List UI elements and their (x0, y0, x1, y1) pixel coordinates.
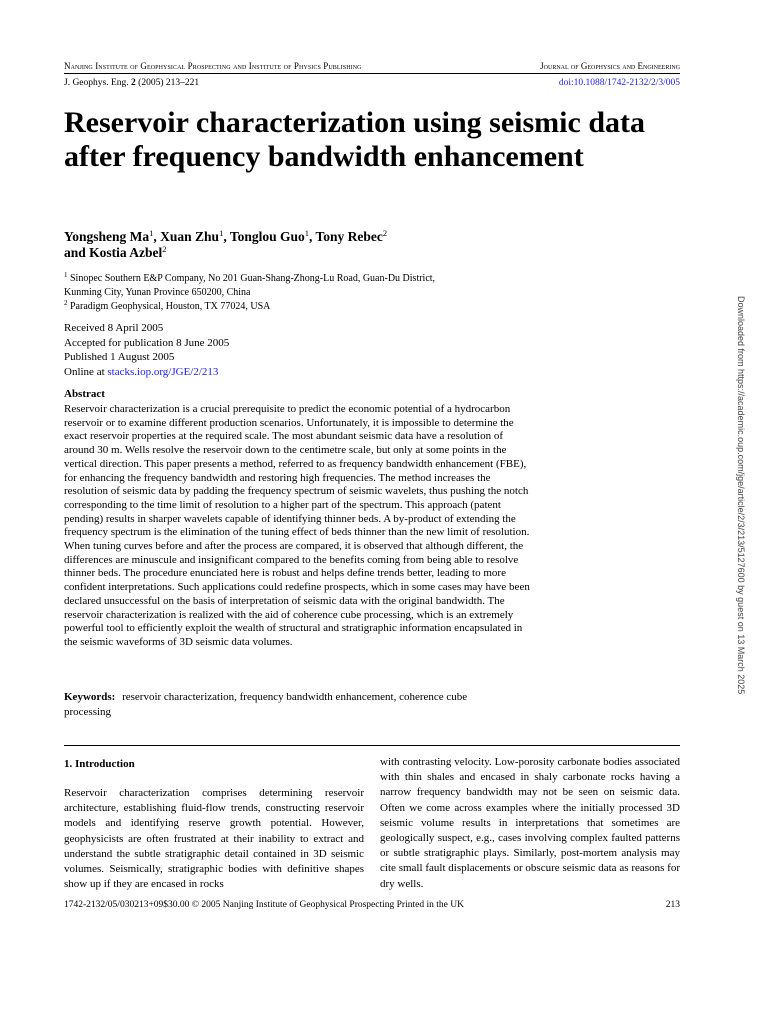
author-separator: , (153, 229, 161, 244)
citation-prefix: J. Geophys. Eng. (64, 78, 132, 88)
paper-title: Reservoir characterization using seismic data after frequency bandwidth enhancement (64, 106, 646, 173)
author-name: Xuan Zhu (160, 229, 220, 244)
section-heading: 1. Introduction (64, 758, 135, 770)
author-separator: , (223, 229, 230, 244)
page-number: 213 (665, 900, 680, 910)
keywords-text: reservoir characterization, frequency bandwidth enhancement, coherence cube processing (64, 691, 468, 718)
body-column-right (380, 755, 680, 892)
publisher-header: Nanjing Institute of Geophysical Prospecting and Institute of Physics Publishing (64, 61, 362, 71)
author-list (64, 229, 564, 261)
author-affil-mark: 2 (382, 228, 388, 238)
journal-header: Journal of Geophysics and Engineering (540, 61, 680, 71)
author-name: and Kostia Azbel (64, 245, 163, 260)
section-rule (64, 745, 680, 746)
author-affil-mark: 1 (219, 228, 224, 238)
received-date: Received 8 April 2005 (64, 322, 164, 334)
author-affil-mark: 1 (149, 228, 154, 238)
keywords (64, 690, 494, 719)
intro-paragraph-right: with contrasting velocity. Low-porosity carbonate bodies associated with thin shales and encased in shaly carbonate rocks having a narrow frequency bandwidth may not be seen on seismic data. Often we come across examples where the initially processed 3D seismic volume results in interpretations that sometimes are geologically suspect, e.g., cases involving complex faulted patterns or subtle stratigraphic plays. Similarly, post-mortem analysis may cite small fault displacements or obscure seismic data as reasons for dry wells. (380, 756, 680, 890)
affiliation-number: 2 (64, 299, 68, 307)
author-affil-mark: 2 (162, 244, 167, 254)
affiliation-text: Sinopec Southern E&P Company, No 201 Guan-Shang-Zhong-Lu Road, Guan-Du District, (70, 273, 436, 284)
online-prefix: Online at (64, 365, 108, 378)
footer-copyright: 1742-2132/05/030213+09$30.00 © 2005 Nanjing Institute of Geophysical Prospecting Printed in the UK (64, 900, 464, 910)
citation-suffix: (2005) 213–221 (135, 78, 200, 88)
published-date: Published 1 August 2005 (64, 351, 175, 363)
affiliations (64, 272, 584, 314)
affiliation-1 (64, 272, 584, 286)
affiliation-text: Paradigm Geophysical, Houston, TX 77024, USA (70, 301, 271, 312)
author-name: Tony Rebec (315, 229, 383, 244)
publication-dates (64, 321, 229, 379)
download-watermark: Downloaded from https://academic.oup.com/jge/article/2/3/213/5127600 by guest on 13 March 2025 (736, 296, 746, 695)
keywords-label: Keywords: (64, 691, 116, 703)
online-line (64, 365, 229, 380)
affiliation-2 (64, 300, 584, 314)
online-link[interactable]: stacks.iop.org/JGE/2/213 (107, 365, 219, 378)
author-separator: , (309, 229, 316, 244)
body-column-left (64, 757, 364, 892)
accepted-date: Accepted for publication 8 June 2005 (64, 336, 230, 349)
abstract-heading: Abstract (64, 388, 105, 400)
affiliation-number: 1 (64, 271, 68, 279)
affiliation-1-cont: Kunming City, Yunan Province 650200, China (64, 287, 251, 298)
doi-link[interactable]: doi:10.1088/1742-2132/2/3/005 (558, 78, 680, 88)
author-name: Tonglou Guo (229, 229, 305, 244)
intro-paragraph-left: Reservoir characterization comprises determining reservoir architecture, establishing fluid-flow trends, constructing reservoir models and identifying reserve growth potential. However, geophysicists are often frustrated at their inability to extract and understand the subtle stratigraphic detail contained in 3D seismic volumes. Seismically, stratigraphic bodies with definitive shapes show up if they are encased in rocks (64, 787, 364, 891)
citation-volume: 2 (131, 78, 136, 88)
author-affil-mark: 1 (304, 228, 309, 238)
citation (64, 78, 199, 88)
abstract-text: Reservoir characterization is a crucial prerequisite to predict the economic potential of a hydrocarbon reservoir or to examine different production scenarios. Unfortunately, it is impossible to determine the exact reservoir properties at the required scale. The most abundant seismic data have a resolution of around 30 m. Wells resolve the reservoir down to the centimetre scale, but only at some points in the vertical direction. This paper presents a method, referred to as frequency bandwidth enhancement (FBE), for enhancing the frequency bandwidth and restoring high frequencies. The method increases the resolution of seismic data by padding the frequency spectrum of seismic wavelets, thus pushing the notch corresponding to the time limit of resolution to a higher part of the spectrum. This approach (patent pending) results in sharper wavelets capable of identifying thinner beds. A by-product of extending the frequency spectrum is the elimination of the tuning effect of beds thinner than the new limit of resolution. When tuning curves before and after the process are compared, it is observed that although different, the differences are minuscule and insignificant compared to the benefits coming from being able to resolve thinner beds. The procedure enunciated here is robust and helps define trends better, leading to more confident interpretations. Such applications could redefine prospects, which in some cases may have been declared unsuccessful on the basis of interpretation of seismic data with the original bandwidth. The reservoir characterization is realized with the aid of coherence cube processing, which is an extremely powerful tool to efficiently exploit the wealth of structural and stratigraphic information encapsulated in the seismic waveforms of 3D seismic data volumes. (64, 403, 530, 648)
author-name: Yongsheng Ma (64, 229, 150, 244)
header-rule (64, 73, 680, 74)
